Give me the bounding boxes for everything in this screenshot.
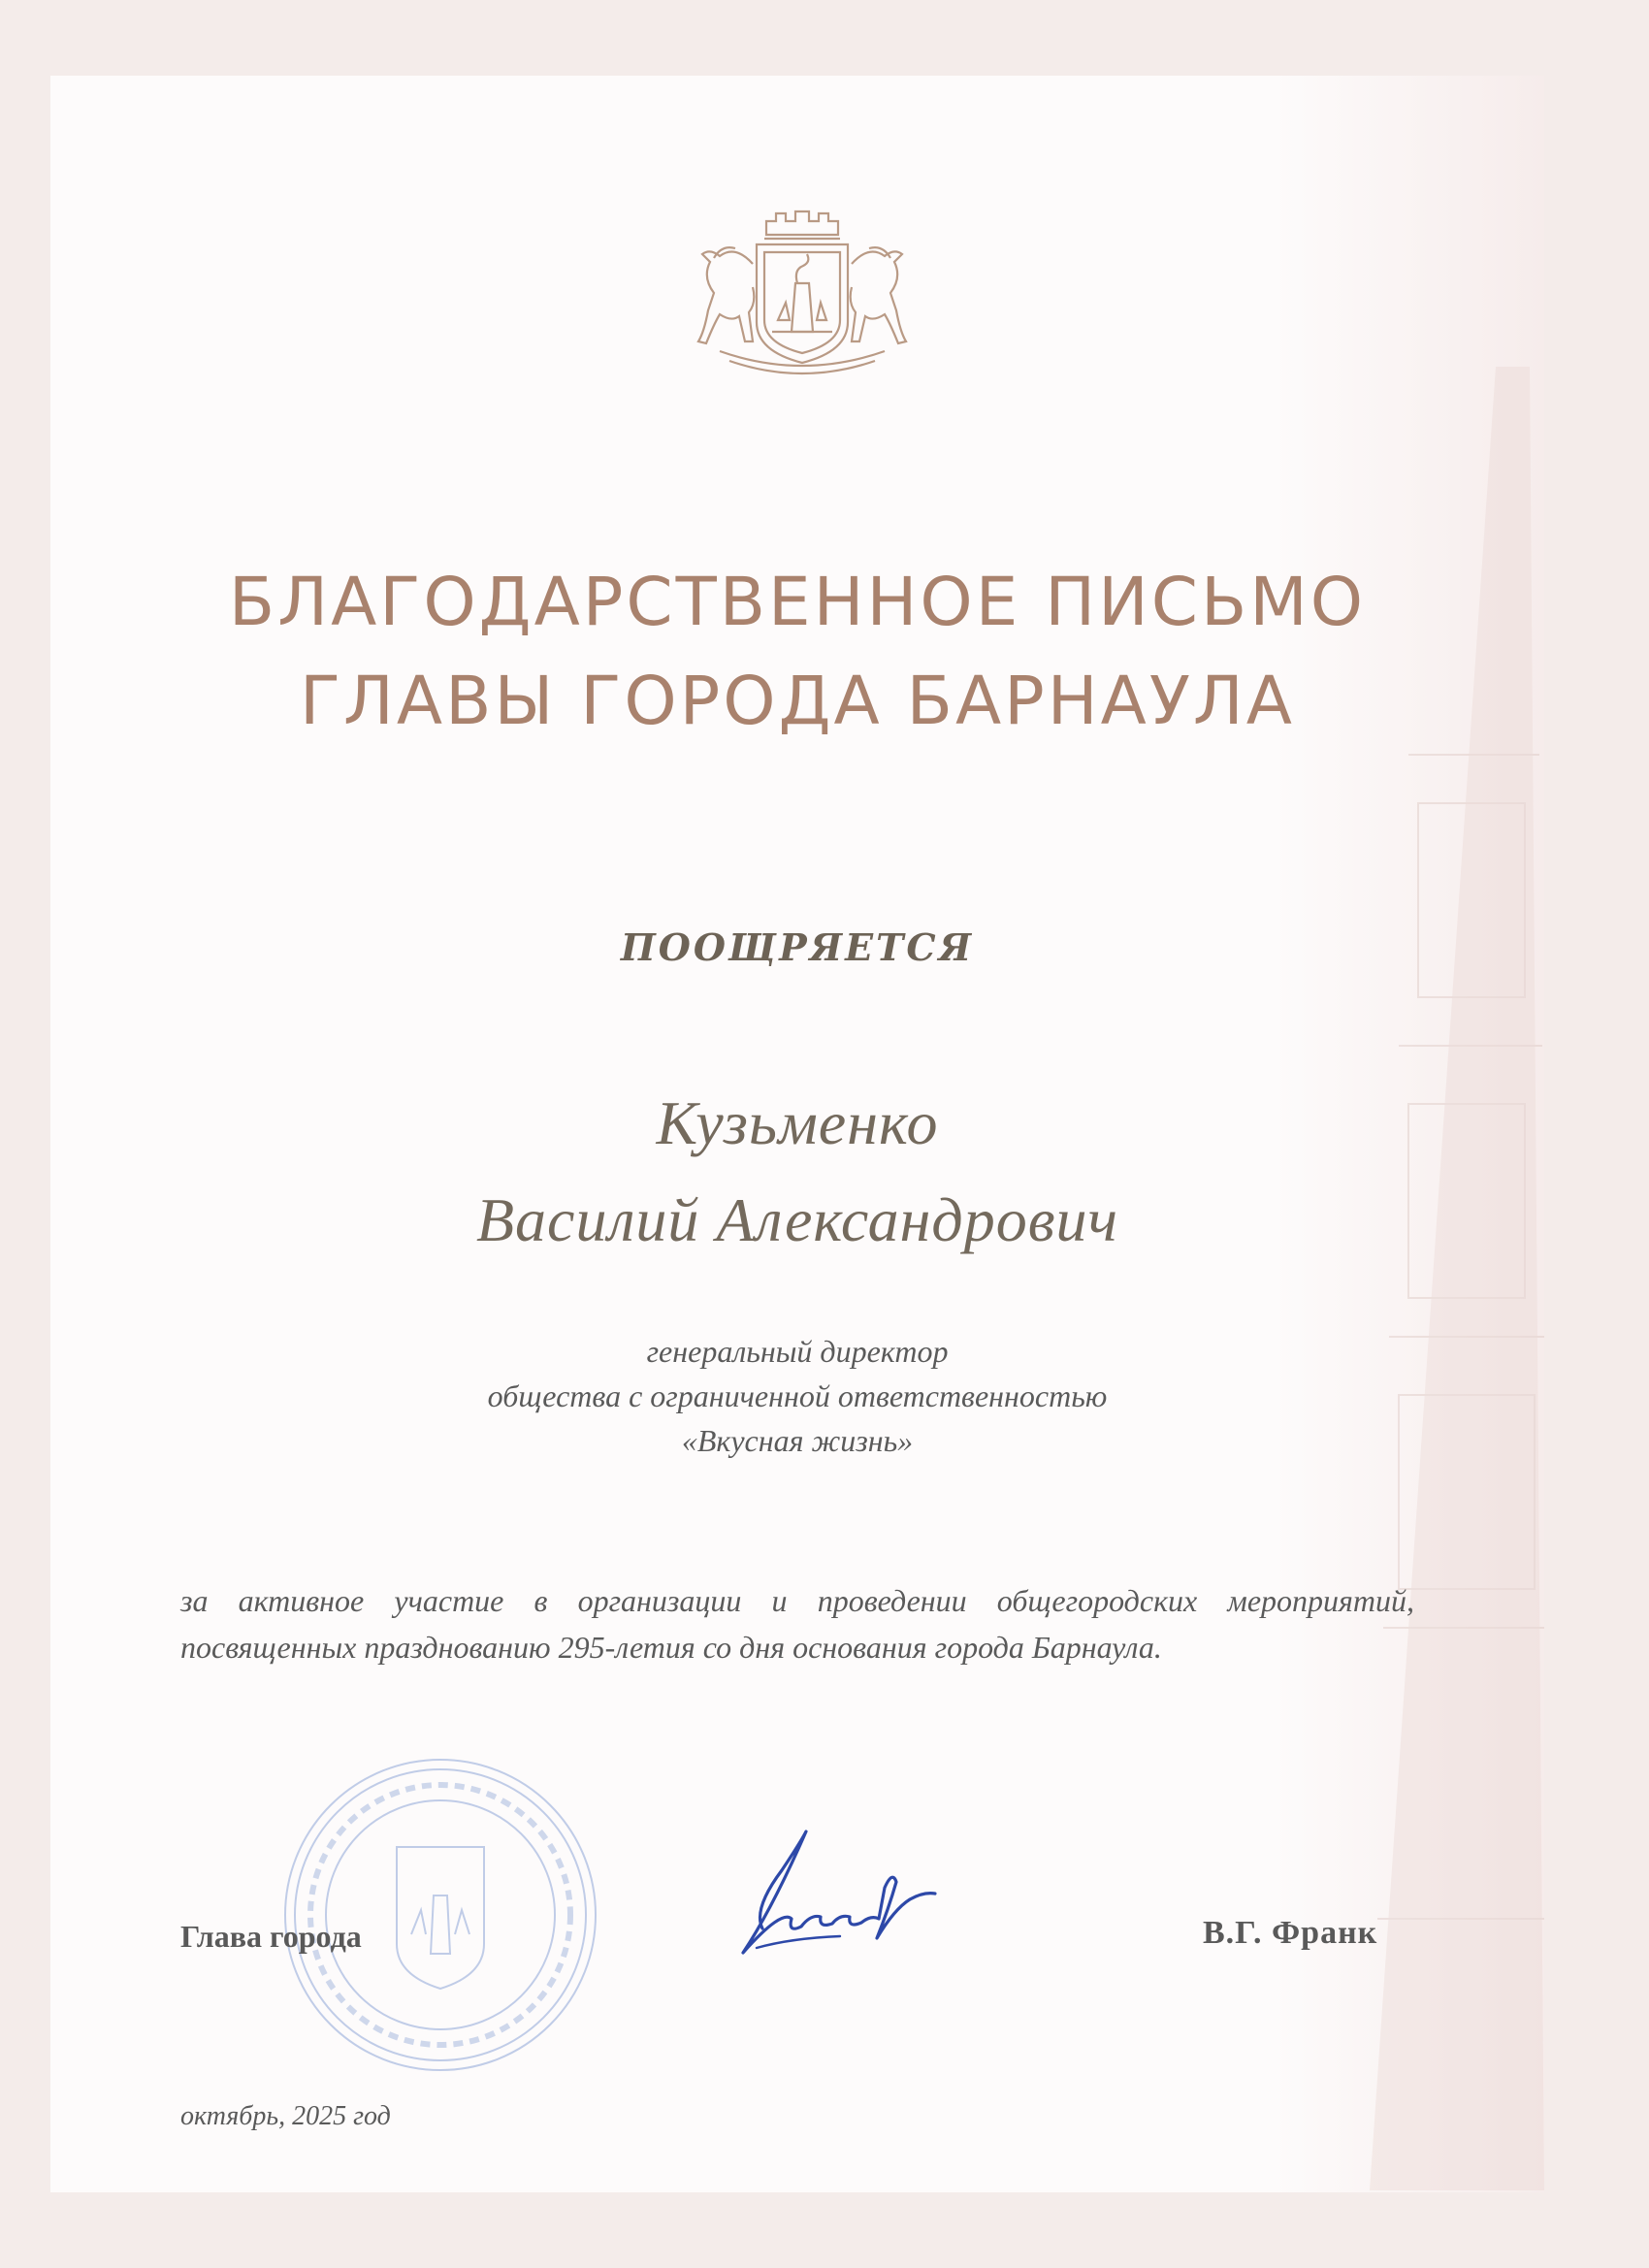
letter-title [50, 553, 1544, 751]
title-line-1: БЛАГОДАРСТВЕННОЕ ПИСЬМО [228, 564, 1367, 641]
official-seal-icon [275, 1750, 605, 2080]
handwritten-signature-icon [695, 1764, 947, 1996]
encouraged-heading: ПООЩРЯЕТСЯ [620, 925, 975, 969]
issue-date: октябрь, 2025 год [180, 2101, 391, 2131]
recipient-given-names: Василий Александрович [475, 1185, 1119, 1254]
recipient-position [50, 1329, 1544, 1463]
title-line-2: ГЛАВЫ ГОРОДА БАРНАУЛА [299, 663, 1296, 740]
recipient-name [50, 1075, 1544, 1269]
position-line-2: общества с ограниченной ответственностью [487, 1378, 1108, 1413]
certificate-sheet [50, 76, 1544, 2192]
barnaul-coat-of-arms-icon [681, 206, 923, 376]
position-line-3: «Вкусная жизнь» [681, 1423, 914, 1458]
signatory-name: В.Г. Франк [1203, 1915, 1378, 1951]
recipient-surname: Кузьменко [656, 1088, 939, 1157]
signatory-title: Глава города [180, 1919, 362, 1954]
position-line-1: генеральный директор [646, 1334, 949, 1369]
award-reason: за активное участие в организации и проведении общегородских мероприятий, посвященных празднованию 295-летия со дня основания города Барнаула. [180, 1583, 1414, 1665]
